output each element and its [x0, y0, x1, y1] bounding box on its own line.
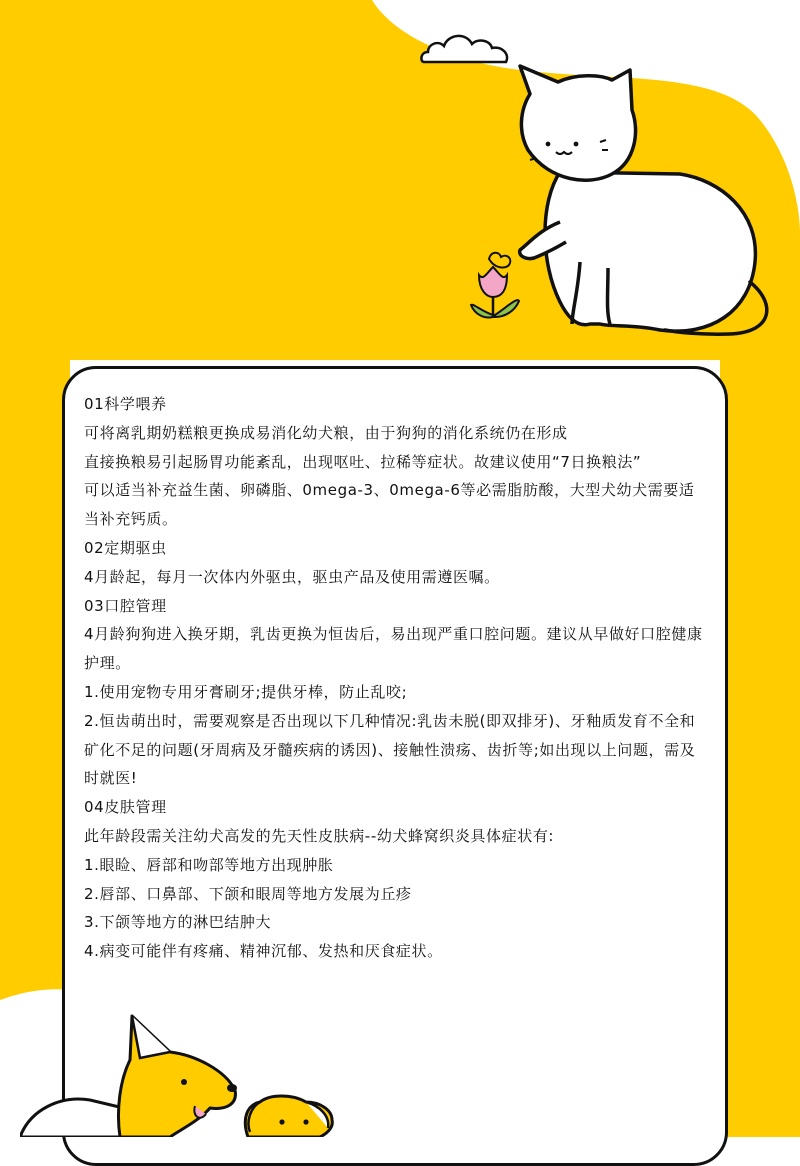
list-item: 2.恒齿萌出时，需要观察是否出现以下几种情况:乳齿未脱(即双排牙)、牙釉质发育不全和矿化不足的问题(牙周病及牙髓疾病的诱因)、接触性溃疡、齿折等;如出现以上问题，需及时就医!: [84, 711, 696, 788]
list-item: 4.病变可能伴有疼痛、精神沉郁、发热和厌食症状。: [84, 942, 443, 961]
white-cat-illustration: [500, 62, 780, 352]
paragraph-line: 此年龄段需关注幼犬高发的先天性皮肤病--幼犬蜂窝织炎具体症状有:: [84, 826, 555, 845]
list-item: 1.使用宠物专用牙膏刷牙;提供牙棒，防止乱咬;: [84, 682, 408, 701]
tulip-flower-icon: [465, 245, 525, 325]
paragraph-line: 可将离乳期奶糕粮更换成易消化幼犬粮，由于狗狗的消化系统仍在形成: [84, 423, 568, 442]
paragraph-line: 4月龄起，每月一次体内外驱虫，驱虫产品及使用需遵医嘱。: [84, 567, 500, 586]
heading-oral-care: 03口腔管理: [84, 596, 167, 615]
list-item: 2.唇部、口鼻部、下颌和眼周等地方发展为丘疹: [84, 884, 412, 903]
article-text: [84, 390, 704, 966]
paragraph-line: 4月龄狗狗进入换牙期，乳齿更换为恒齿后，易出现严重口腔问题。建议从早做好口腔健康护理。: [84, 625, 703, 673]
paragraph-line: 直接换粮易引起肠胃功能紊乱，出现呕吐、拉稀等症状。故建议使用“7日换粮法”: [84, 452, 642, 471]
heading-skin-care: 04皮肤管理: [84, 798, 167, 817]
yellow-dogs-illustration: [20, 1010, 360, 1137]
list-item: 3.下颌等地方的淋巴结肿大: [84, 913, 272, 932]
paragraph-line: 可以适当补充益生菌、卵磷脂、0mega-3、0mega-6等必需脂肪酸，大型犬幼犬需要适当补充钙质。: [84, 481, 695, 529]
list-item: 1.眼睑、唇部和吻部等地方出现肿胀: [84, 855, 334, 874]
heading-feeding: 01科学喂养: [84, 395, 167, 413]
heading-deworming: 02定期驱虫: [84, 538, 167, 557]
